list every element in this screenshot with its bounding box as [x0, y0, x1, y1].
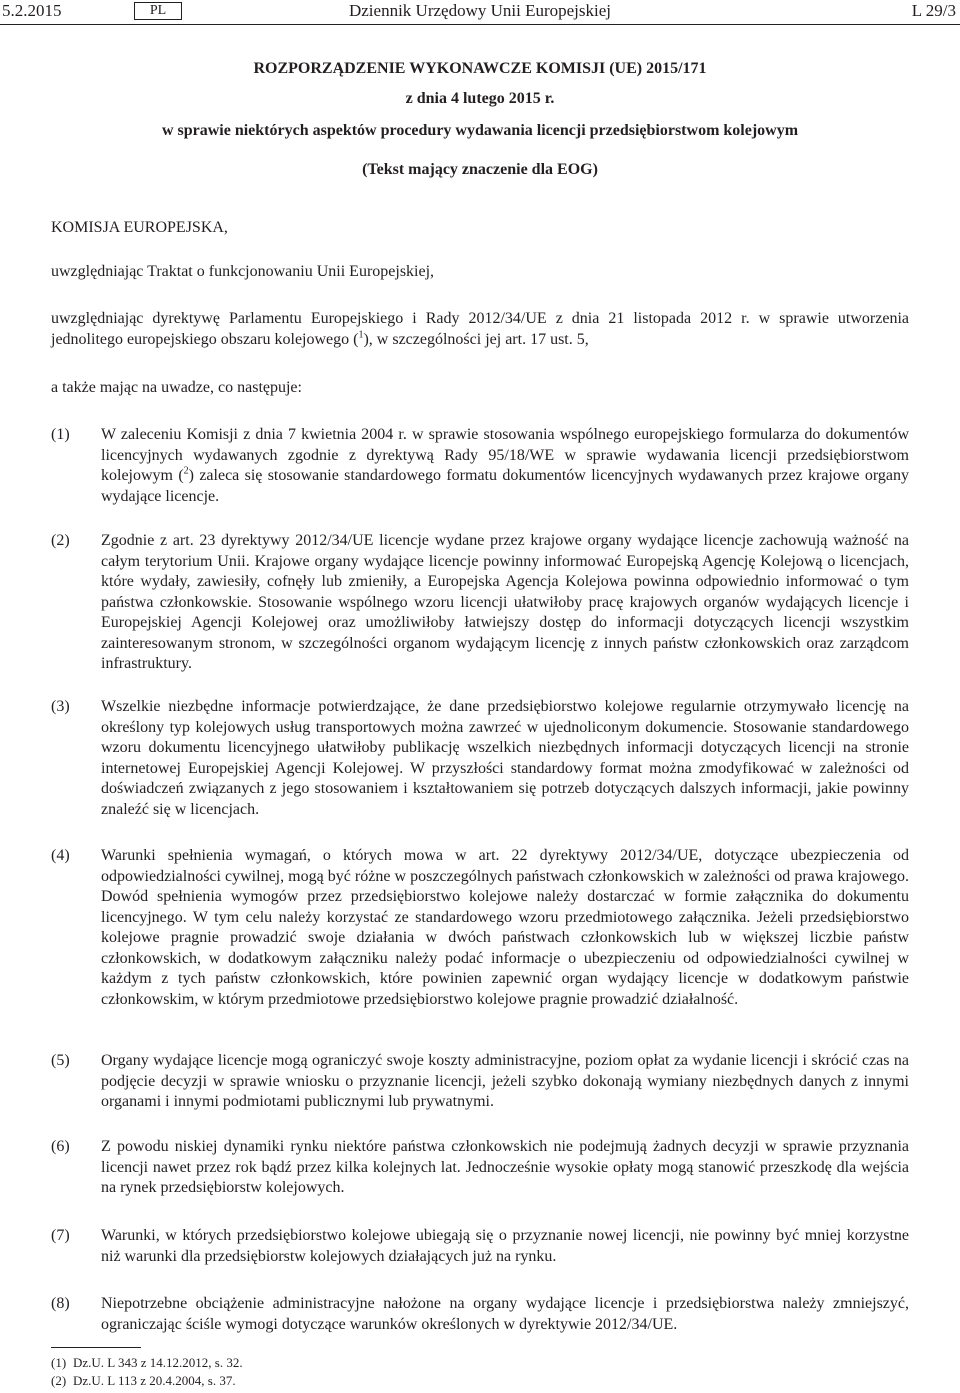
recital-number: (1)	[51, 426, 70, 443]
recital-number: (4)	[51, 847, 70, 864]
page-number: L 29/3	[911, 1, 956, 20]
page-header	[0, 0, 960, 22]
regulation-subject: w sprawie niektórych aspektów procedury wydawania licencji przedsiębiorstwom kolejowym	[161, 122, 799, 139]
recital-number: (2)	[51, 532, 70, 549]
footnote-ref-2: 2	[183, 465, 189, 477]
eea-relevance: (Tekst mający znaczenie dla EOG)	[362, 161, 598, 178]
regulation-date: z dnia 4 lutego 2015 r.	[405, 90, 555, 107]
footnote-number: (1)	[51, 1355, 67, 1370]
footnote	[51, 1355, 243, 1371]
language-badge: PL	[134, 2, 182, 20]
preamble-treaty: uwzględniając Traktat o funkcjonowaniu Unii Europejskiej,	[51, 263, 435, 280]
recital-number: (3)	[51, 698, 70, 715]
recital-text	[101, 425, 909, 507]
recital-text: Warunki, w których przedsiębiorstwo kolejowe ubiegają się o przyznanie nowej licencji, nie powinny być mniej korzystne niż warunki dla przedsiębiorstw kolejowych działających już na rynku.	[101, 1227, 909, 1265]
publication-date: 5.2.2015	[2, 1, 62, 20]
recital-text: Z powodu niskiej dynamiki rynku niektóre państwa członkowskich nie podejmują żadnych decyzji w sprawie przyznania licencji nawet przez rok bądź przez kilka kolejnych lat. Jednocześnie wysokie opłaty mogą stanowić przeszkodę dla wejścia na rynek przedsiębiorstw kolejowych.	[101, 1138, 909, 1196]
header-rule	[0, 24, 960, 25]
preamble-directive-text-a: uwzględniając dyrektywę Parlamentu Europejskiego i Rady 2012/34/UE z dnia 21 listopada 2012 r. w sprawie utworzenia jednolitego europejskiego obszaru kolejowego (	[51, 310, 909, 348]
recital-number: (5)	[51, 1052, 70, 1069]
recital-text: Organy wydające licencje mogą ograniczyć swoje koszty administracyjne, poziom opłat za wydanie licencji i skrócić czas na podjęcie decyzji w sprawie wniosku o przyznanie licencji, jeżeli szybko dokonają wymiany niezbędnych danych z innymi organami i innymi podmiotami publicznymi lub prywatnymi.	[101, 1052, 909, 1110]
footnote-number: (2)	[51, 1373, 67, 1388]
recital-text: Niepotrzebne obciążenie administracyjne nałożone na organy wydające licencje i przedsiębiorstwa należy zmniejszyć, ograniczając ściśle wymogi dotyczące warunków określonych w dyrektywie 2012/34/UE.	[101, 1295, 909, 1333]
recital-number: (7)	[51, 1227, 70, 1244]
preamble-commission: KOMISJA EUROPEJSKA,	[51, 219, 228, 236]
recital-text: Warunki spełnienia wymagań, o których mowa w art. 22 dyrektywy 2012/34/UE, dotyczące ubezpieczenia od odpowiedzialności cywilnej, mogą być różne w poszczególnych państwach członkowskich w zależności od prawa krajowego. Dowód spełnienia wymogów przez przedsiębiorstwo kolejowe należy dostarczać w formie załącznika do dokumentu licencyjnego. W tym celu należy korzystać ze standardowego wzoru przedmiotowego załącznika. Jeżeli przedsiębiorstwo kolejowe pragnie prowadzić swoje działania w dwóch państwach członkowskich lub w większej liczbie państw członkowskich, w dodatkowym załączniku należy podać informacje o ubezpieczeniu od odpowiedzialności cywilnej w każdym z tych państw członkowskich, które powinien zapewnić organ wydający licencje w dodatkowym państwie członkowskim, w którym przedmiotowe przedsiębiorstwo kolejowe pragnie prowadzić działalność.	[101, 847, 909, 1008]
recital-number: (8)	[51, 1295, 70, 1312]
recital-number: (6)	[51, 1138, 70, 1155]
footnote-ref-1: 1	[358, 329, 364, 341]
recital-text: Zgodnie z art. 23 dyrektywy 2012/34/UE licencje wydane przez krajowe organy wydające licencje zachowują ważność na całym terytorium Unii. Krajowe organy wydające licencje powinny informować Europejską Agencję Kolejową o licencjach, które wydały, zawiesiły, cofnęły lub zmieniły, a Europejska Agencja Kolejowa powinna odpowiednio informować o tym państwa członkowskie. Stosowanie wspólnego wzoru licencji ułatwiłoby pracę krajowych organów wydających licencje i Europejskiej Agencji Kolejowej oraz umożliwiłoby łatwiejszy dostęp do informacji dotyczących licencji wszystkim zainteresowanym stronom, w szczególności organom wydającym licencję z innych państw członkowskich oraz zarządcom infrastruktury.	[101, 532, 909, 672]
preamble-whereas: a także mając na uwadze, co następuje:	[51, 379, 302, 396]
preamble-directive	[51, 309, 909, 350]
recital-text-b: ) zaleca się stosowanie standardowego formatu dokumentów licencyjnych wydawanych przez krajowe organy wydające licencje.	[101, 467, 909, 505]
recital-text-a: W zaleceniu Komisji z dnia 7 kwietnia 2004 r. w sprawie stosowania wspólnego europejskiego formularza do dokumentów licencyjnych wydawanych zgodnie z dyrektywą Rady 95/18/WE w sprawie wydawania licencji przedsiębiorstwom kolejowym (	[101, 426, 909, 484]
footnote-text: Dz.U. L 113 z 20.4.2004, s. 37.	[73, 1373, 236, 1388]
preamble-directive-text-b: ), w szczególności jej art. 17 ust. 5,	[363, 330, 589, 348]
footnote	[51, 1373, 236, 1389]
recital-text: Wszelkie niezbędne informacje potwierdzające, że dane przedsiębiorstwo kolejowe regularnie otrzymywało licencję na określony typ kolejowych usług transportowych można zawrzeć w ujednoliconym dokumencie. Stosowanie standardowego wzoru dokumentu licencyjnego ułatwiłoby publikację wszelkich niezbędnych informacji dotyczących licencji na stronie internetowej Europejskiej Agencji Kolejowej. W przyszłości standardowy format można zmodyfikować w zależności od doświadczeń związanych z jego stosowaniem i kształtowaniem się potrzeb dotyczących dalszych informacji, jakie powinny znaleźć się w licencjach.	[101, 698, 909, 818]
footnote-rule	[51, 1347, 141, 1348]
journal-title: Dziennik Urzędowy Unii Europejskiej	[348, 1, 611, 20]
footnote-text: Dz.U. L 343 z 14.12.2012, s. 32.	[73, 1355, 243, 1370]
regulation-title: ROZPORZĄDZENIE WYKONAWCZE KOMISJI (UE) 2015/171	[253, 60, 707, 77]
